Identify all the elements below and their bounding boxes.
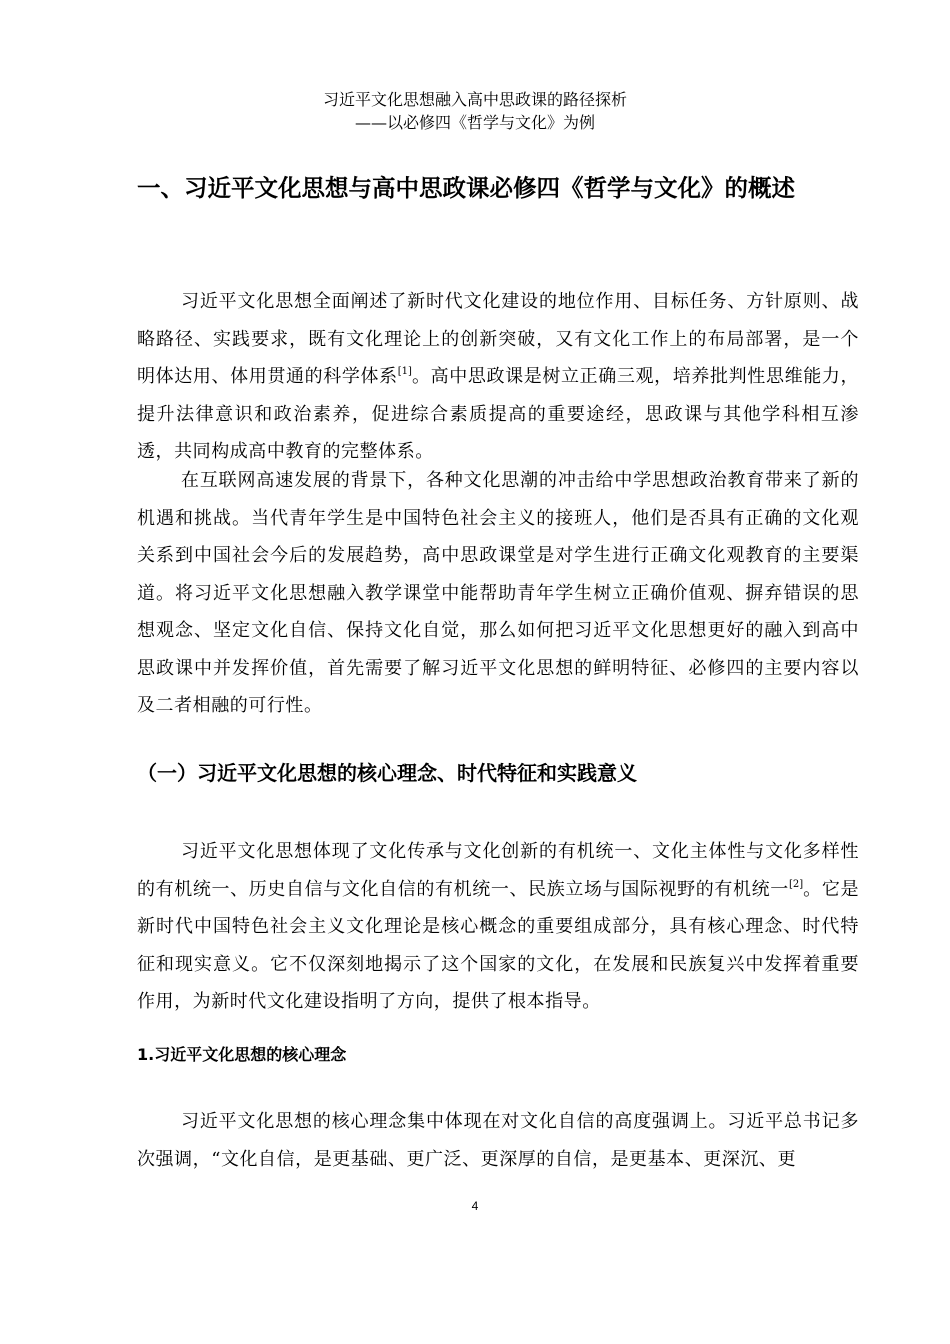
body-paragraph: [137, 833, 859, 1021]
paragraph-text: 习近平文化思想全面阐述了新时代文化建设的地位作用、目标任务、方针原则、战略路径、实践要求，既有文化理论上的创新突破，又有文化工作上的布局部署，是一个明体达用、体用贯通的科学体系: [137, 291, 859, 387]
body-paragraph: 在互联网高速发展的背景下，各种文化思潮的冲击给中学思想政治教育带来了新的机遇和挑战。当代青年学生是中国特色社会主义的接班人，他们是否具有正确的文化观关系到中国社会今后的发展趋势，高中思政课堂是对学生进行正确文化观教育的主要渠道。将习近平文化思想融入教学课堂中能帮助青年学生树立正确价值观、摒弃错误的思想观念、坚定文化自信、保持文化自觉，那么如何把习近平文化思想更好的融入到高中思政课中并发挥价值，首先需要了解习近平文化思想的鲜明特征、必修四的主要内容以及二者相融的可行性。: [137, 470, 859, 716]
header-title-line2: ——以必修四《哲学与文化》为例: [354, 113, 595, 132]
running-header: [0, 88, 950, 134]
paragraph-text: 习近平文化思想体现了文化传承与文化创新的有机统一、文化主体性与文化多样性的有机统一、历史自信与文化自信的有机统一、民族立场与国际视野的有机统一: [137, 841, 859, 900]
page-number: 4: [471, 1199, 479, 1213]
section-heading: 一、习近平文化思想与高中思政课必修四《哲学与文化》的概述: [137, 174, 795, 202]
citation-mark: [1]: [397, 366, 412, 377]
body-paragraph: 习近平文化思想的核心理念集中体现在对文化自信的高度强调上。习近平总书记多次强调，“文化自信，是更基础、更广泛、更深厚的自信，是更基本、更深沉、更: [137, 1111, 859, 1170]
subsection-heading: （一）习近平文化思想的核心理念、时代特征和实践意义: [137, 761, 637, 785]
paragraph-text: 。高中思政课是树立正确三观，培养批判性思维能力，提升法律意识和政治素养，促进综合素质提高的重要途经，思政课与其他学科相互渗透，共同构成高中教育的完整体系。: [137, 366, 859, 462]
paragraph-text: 。它是新时代中国特色社会主义文化理论是核心概念的重要组成部分，具有核心理念、时代特征和现实意义。它不仅深刻地揭示了这个国家的文化，在发展和民族复兴中发挥着重要作用，为新时代文化建设指明了方向，提供了根本指导。: [137, 878, 859, 1012]
body-paragraph: [137, 283, 859, 471]
citation-mark: [2]: [788, 878, 804, 890]
header-title-line1: 习近平文化思想融入高中思政课的路径探析: [322, 90, 627, 109]
subsubsection-heading: 1.习近平文化思想的核心理念: [137, 1045, 347, 1064]
